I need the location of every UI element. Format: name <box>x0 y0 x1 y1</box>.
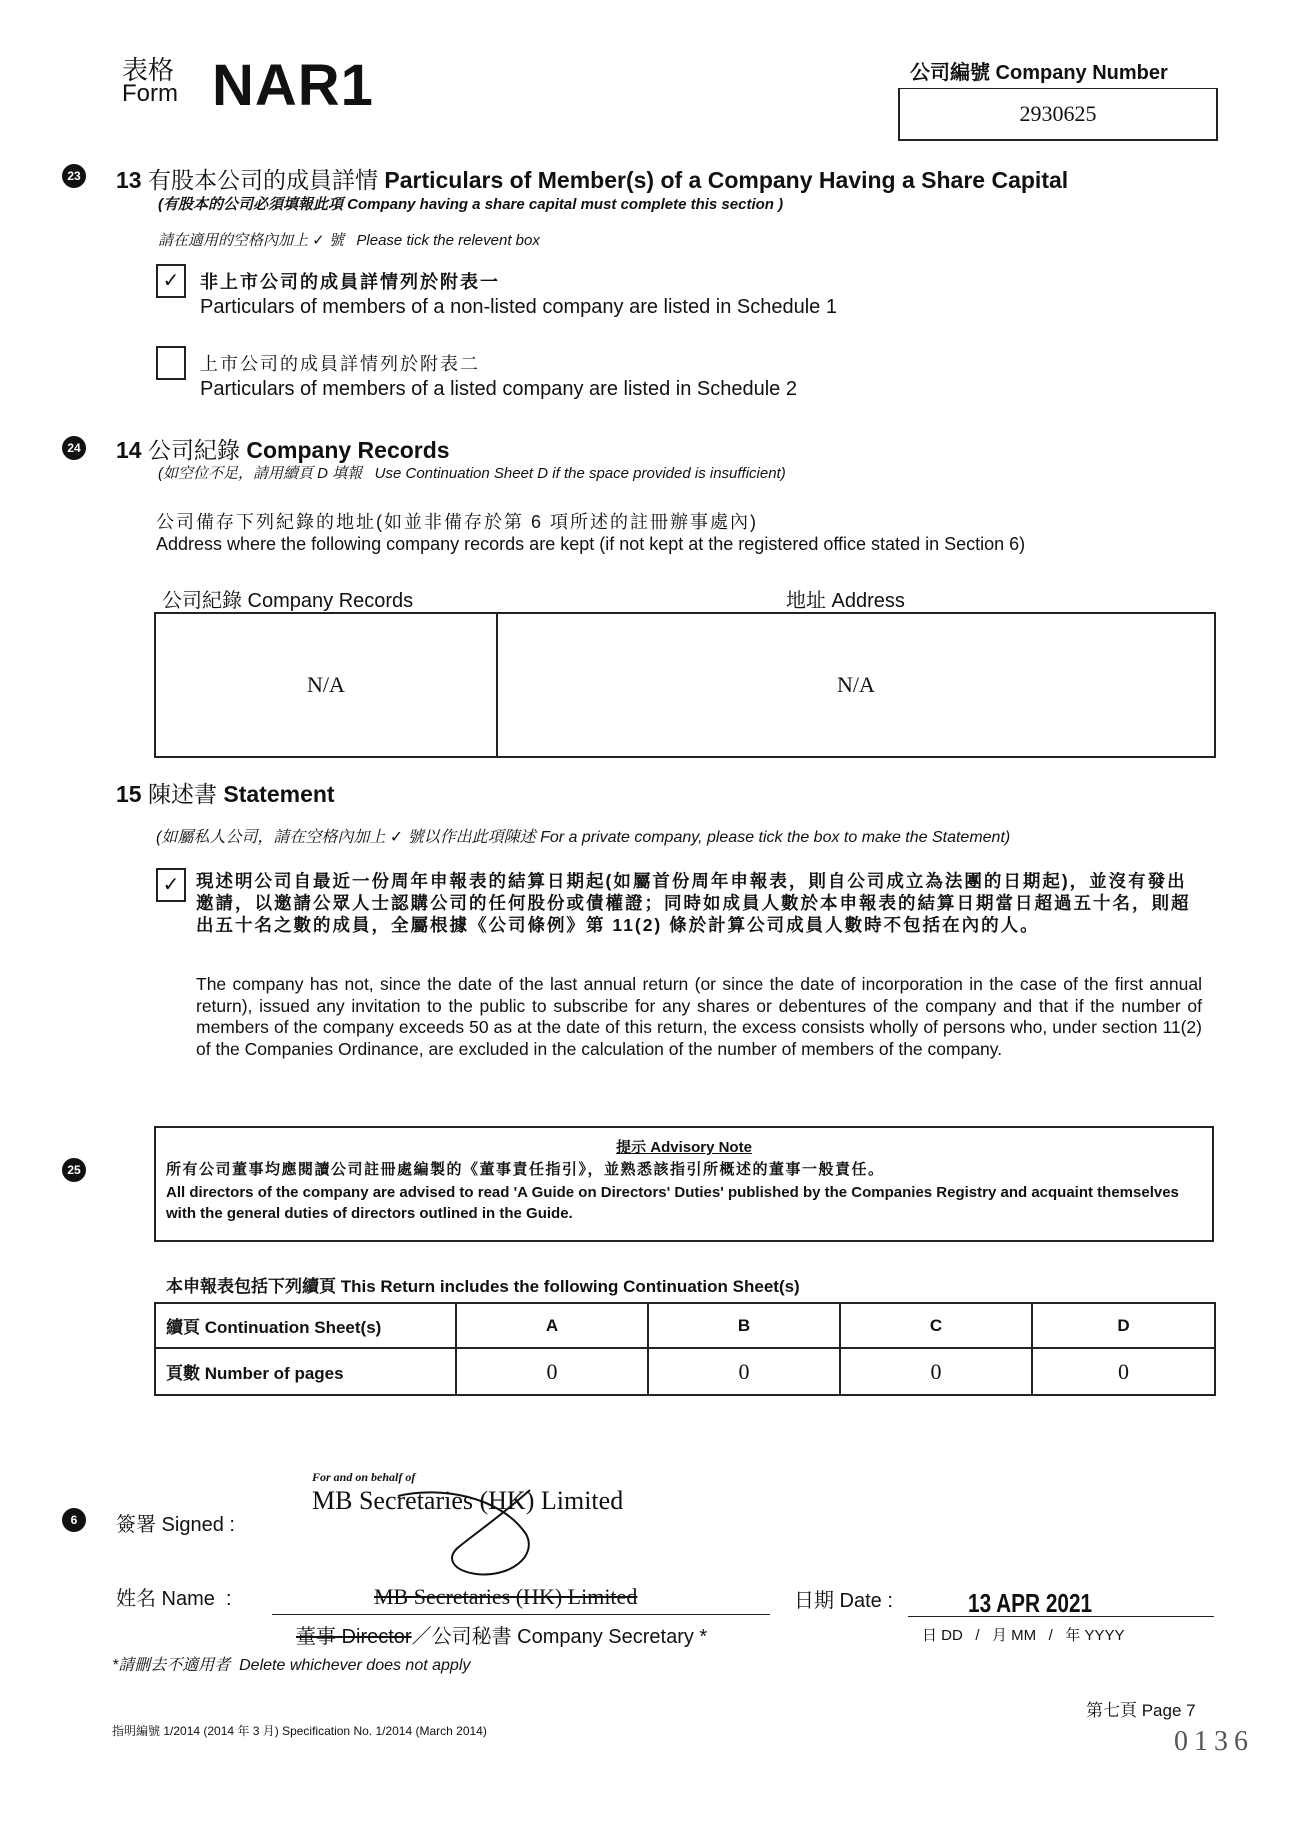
delete-footnote: *請刪去不適用者 Delete whichever does not apply <box>112 1657 471 1674</box>
section-13-subtitle: (有股本的公司必須填報此項 Company having a share capital must complete this section ) <box>158 196 784 213</box>
pages-row-label: 頁數 Number of pages <box>155 1348 456 1395</box>
sheet-d-header: D <box>1032 1303 1215 1348</box>
address-column-header: 地址 Address <box>786 590 905 612</box>
name-underline <box>272 1614 770 1615</box>
page-number: 第七頁 Page 7 <box>1086 1701 1196 1720</box>
non-listed-label-zh: 非上市公司的成員詳情列於附表一 <box>200 272 500 292</box>
section-13-title-zh: 有股本公司的成員詳情 <box>147 167 378 193</box>
statement-checkbox[interactable]: ✓ <box>156 868 186 902</box>
section-badge-25: 25 <box>62 1158 86 1182</box>
section-15-title-zh: 陳述書 <box>147 781 217 807</box>
listed-label-zh: 上市公司的成員詳情列於附表二 <box>200 354 480 374</box>
specification-number: 指明編號 1/2014 (2014 年 3 月) Specification No. 1/2014 (March 2014) <box>112 1724 487 1738</box>
date-value: 13 APR 2021 <box>968 1588 1093 1618</box>
records-address-cell: N/A <box>497 613 1215 757</box>
form-label-en: Form <box>122 80 178 107</box>
sheet-a-header: A <box>456 1303 648 1348</box>
director-role-struck: 董事 Director <box>296 1626 412 1648</box>
table-row <box>155 1348 1215 1395</box>
handwritten-signature <box>380 1486 580 1596</box>
sheet-c-header: C <box>840 1303 1032 1348</box>
section-14-title-zh: 公司紀錄 <box>147 437 240 463</box>
section-14-subtitle: (如空位不足，請用續頁 D 填報 Use Continuation Sheet D if the space provided is insufficient) <box>158 465 786 482</box>
statement-text-zh: 現述明公司自最近一份周年申報表的結算日期起(如屬首份周年申報表，則自公司成立為法團的日期起)，並沒有發出邀請，以邀請公眾人士認購公司的任何股份或債權證；同時如成員人數於本申報表的結算日期當日超過五十名，則超出五十名之數的成員，全屬根據《公司條例》第 11(2) 條於計算公司成員人數時不包括在內的人。 <box>196 871 1191 935</box>
listed-label-en: Particulars of members of a listed company are listed in Schedule 2 <box>200 378 797 400</box>
listed-checkbox[interactable] <box>156 346 186 380</box>
section-badge-6: 6 <box>62 1508 86 1532</box>
company-records-table <box>154 612 1216 758</box>
sheet-b-header: B <box>648 1303 840 1348</box>
company-records-cell: N/A <box>155 613 497 757</box>
form-code: NAR1 <box>212 53 374 118</box>
section-15-title <box>116 776 335 809</box>
section-13-title-en: Particulars of Member(s) of a Company Having a Share Capital <box>384 167 1069 193</box>
section-15-title-en: Statement <box>223 781 335 807</box>
sheet-a-pages: 0 <box>456 1348 648 1395</box>
signer-role <box>296 1620 707 1649</box>
advisory-text-en: All directors of the company are advised to read 'A Guide on Directors' Duties' published by the Companies Registry and acquaint themselves with the general duties of directors outlined in the Guide. <box>166 1184 1179 1222</box>
advisory-text-zh: 所有公司董事均應閱讀公司註冊處編製的《董事責任指引》，並熟悉該指引所概述的董事一般責任。 <box>166 1161 885 1178</box>
name-value: MB Secretaries (HK) Limited <box>374 1584 638 1609</box>
statement-text-en: The company has not, since the date of the last annual return (or since the date of incorporation in the case of the first annual return), issued any invitation to the public to subscribe for any shares or debentures of the company and that if the number of members of the company exceeds 50 as at the date of this return, the excess consists wholly of persons who, under section 11(2) of the Companies Ordinance, are excluded in the calculation of the number of members of the company. <box>196 974 1202 1059</box>
section-13-number: 13 <box>116 167 142 193</box>
section-15-subtitle: (如屬私人公司，請在空格內加上 ✓ 號以作出此項陳述 For a private company, please tick the box to make the Statement) <box>156 829 1011 846</box>
records-address-zh: 公司備存下列紀錄的地址(如並非備存於第 6 項所述的註冊辦事處內) <box>156 512 758 532</box>
section-13-title <box>116 162 1068 195</box>
company-number-label: 公司編號 Company Number <box>910 62 1168 84</box>
signature-stamp-small: For and on behalf of <box>312 1470 416 1484</box>
signature-stamp-company: MB Secretaries (HK) Limited <box>312 1486 624 1515</box>
table-row <box>155 1303 1215 1348</box>
date-label: 日期 Date : <box>794 1590 893 1612</box>
section-13-instruction: 請在適用的空格內加上 ✓ 號 Please tick the relevent box <box>158 232 540 249</box>
continuation-sheets-table <box>154 1302 1216 1396</box>
document-stamp-number: 0136 <box>1174 1726 1254 1757</box>
records-address-en: Address where the following company records are kept (if not kept at the registered office stated in Section 6) <box>156 534 1026 554</box>
name-label: 姓名 Name : <box>116 1588 232 1610</box>
sheet-c-pages: 0 <box>840 1348 1032 1395</box>
signed-label: 簽署 Signed : <box>116 1514 235 1536</box>
company-number-value: 2930625 <box>1019 101 1097 126</box>
non-listed-checkbox[interactable]: ✓ <box>156 264 186 298</box>
company-secretary-role: ／公司秘書 Company Secretary * <box>411 1626 708 1648</box>
section-14-number: 14 <box>116 437 142 463</box>
form-label-zh: 表格 <box>122 55 175 85</box>
section-badge-23: 23 <box>62 164 86 188</box>
records-column-header: 公司紀錄 Company Records <box>162 590 414 612</box>
section-15-number: 15 <box>116 781 142 807</box>
advisory-heading: 提示 Advisory Note <box>616 1139 752 1156</box>
sheet-d-pages: 0 <box>1032 1348 1215 1395</box>
section-badge-24: 24 <box>62 436 86 460</box>
non-listed-label-en: Particulars of members of a non-listed company are listed in Schedule 1 <box>200 296 837 318</box>
sheet-b-pages: 0 <box>648 1348 840 1395</box>
continuation-heading: 本申報表包括下列續頁 This Return includes the following Continuation Sheet(s) <box>166 1277 800 1296</box>
section-14-title <box>116 432 450 465</box>
continuation-row-label: 續頁 Continuation Sheet(s) <box>155 1303 456 1348</box>
company-number-box <box>898 88 1218 141</box>
section-14-title-en: Company Records <box>246 437 450 463</box>
date-format-hint: 日 DD / 月 MM / 年 YYYY <box>922 1627 1125 1644</box>
